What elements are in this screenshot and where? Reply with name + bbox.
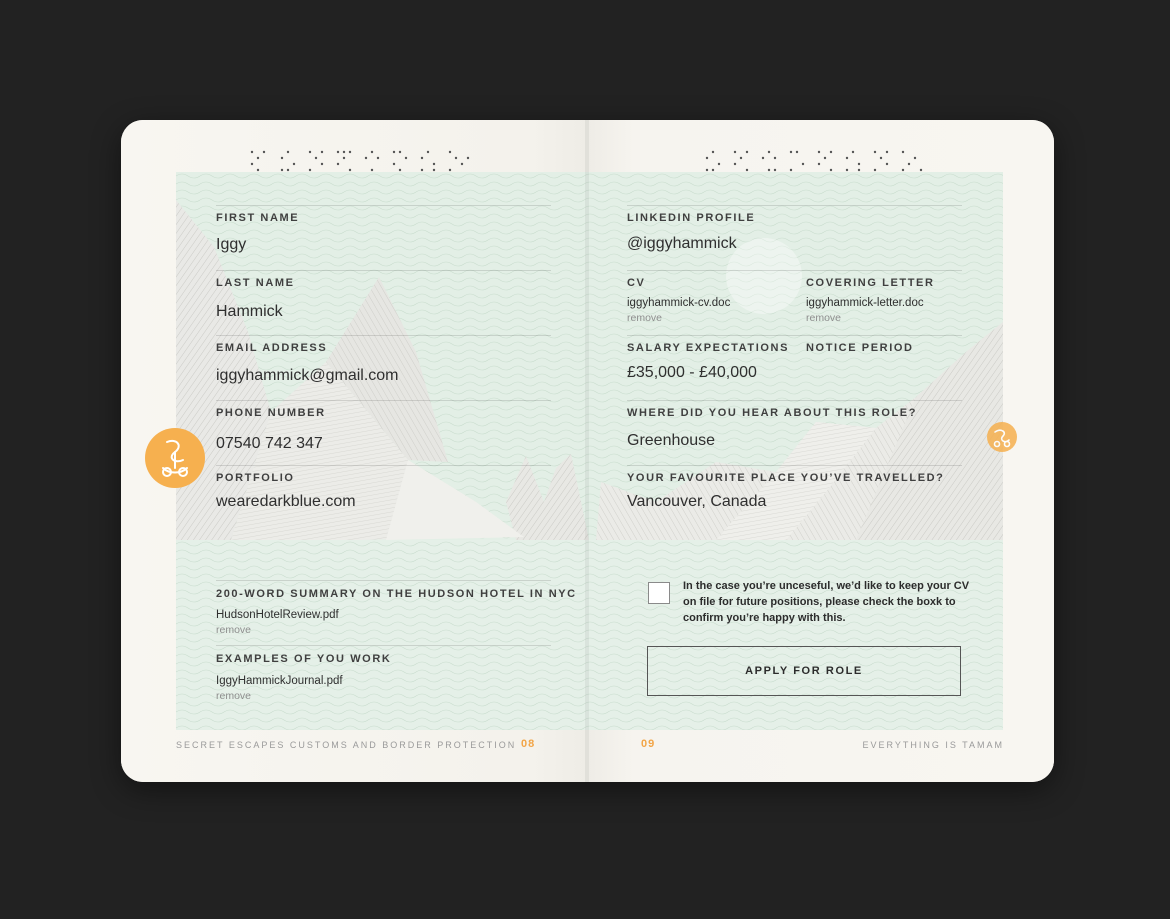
portfolio-label: PORTFOLIO (216, 472, 295, 484)
field-divider (627, 270, 962, 271)
examples-remove-link[interactable]: remove (216, 690, 252, 702)
left-footer-text: SECRET ESCAPES CUSTOMS AND BORDER PROTECTION (176, 740, 517, 750)
keep-cv-checkbox[interactable] (648, 582, 670, 604)
field-divider (216, 465, 551, 466)
field-divider (627, 335, 962, 336)
first-name-label: FIRST NAME (216, 212, 300, 224)
email-input[interactable]: iggyhammick@gmail.com (216, 367, 399, 384)
field-divider (216, 335, 551, 336)
salary-label: SALARY EXPECTATIONS (627, 342, 790, 354)
apply-button-label: APPLY FOR ROLE (745, 665, 863, 677)
left-page-number: 08 (521, 738, 536, 750)
travel-label: YOUR FAVOURITE PLACE YOU’VE TRAVELLED? (627, 472, 945, 484)
summary-upload-label: 200-WORD SUMMARY ON THE HUDSON HOTEL IN NYC (216, 588, 577, 600)
cover-letter-remove-link[interactable]: remove (806, 312, 842, 324)
moon-watermark (726, 238, 802, 314)
salary-input[interactable]: £35,000 - £40,000 (627, 364, 757, 381)
field-divider (216, 205, 551, 206)
field-divider (627, 465, 962, 466)
field-divider (627, 205, 962, 206)
last-name-label: LAST NAME (216, 277, 295, 289)
book-gutter (585, 120, 589, 782)
linkedin-label: LINKEDIN PROFILE (627, 212, 756, 224)
field-divider (216, 270, 551, 271)
cv-remove-link[interactable]: remove (627, 312, 663, 324)
ornamental-seal-icon (987, 422, 1017, 452)
notice-period-label: NOTICE PERIOD (806, 342, 914, 354)
field-divider (627, 400, 962, 401)
examples-upload-label: EXAMPLES OF YOU WORK (216, 653, 392, 665)
linkedin-input[interactable]: @iggyhammick (627, 235, 737, 252)
phone-label: PHONE NUMBER (216, 407, 326, 419)
field-divider (216, 400, 551, 401)
field-divider (216, 645, 551, 646)
right-page-number: 09 (641, 738, 656, 750)
cover-letter-label: COVERING LETTER (806, 277, 935, 289)
passport-spread (121, 120, 1054, 782)
email-label: EMAIL ADDRESS (216, 342, 328, 354)
phone-input[interactable]: 07540 742 347 (216, 435, 323, 452)
keep-cv-consent-text: In the case you’re unceseful, we’d like to keep your CV on file for future positions, please check the boxk to confirm you’re happy with this. (683, 580, 970, 624)
apply-for-role-button[interactable] (647, 646, 961, 696)
examples-file-name[interactable]: IggyHammickJournal.pdf (216, 675, 343, 687)
cv-label: CV (627, 277, 646, 289)
source-input[interactable]: Greenhouse (627, 432, 716, 449)
right-footer-text: EVERYTHING IS TAMAM (862, 740, 1004, 750)
first-name-input[interactable]: Iggy (216, 236, 247, 253)
portfolio-input[interactable]: wearedarkblue.com (216, 493, 356, 510)
perforation-number-left (246, 146, 478, 176)
perforation-number-right (701, 146, 933, 176)
ornamental-seal-icon (145, 428, 205, 488)
field-divider (216, 580, 551, 581)
cover-letter-file-name[interactable]: iggyhammick-letter.doc (806, 297, 924, 309)
travel-input[interactable]: Vancouver, Canada (627, 493, 767, 510)
summary-remove-link[interactable]: remove (216, 624, 252, 636)
summary-file-name[interactable]: HudsonHotelReview.pdf (216, 609, 339, 621)
cv-file-name[interactable]: iggyhammick-cv.doc (627, 297, 731, 309)
last-name-input[interactable]: Hammick (216, 303, 283, 320)
source-label: WHERE DID YOU HEAR ABOUT THIS ROLE? (627, 407, 918, 419)
